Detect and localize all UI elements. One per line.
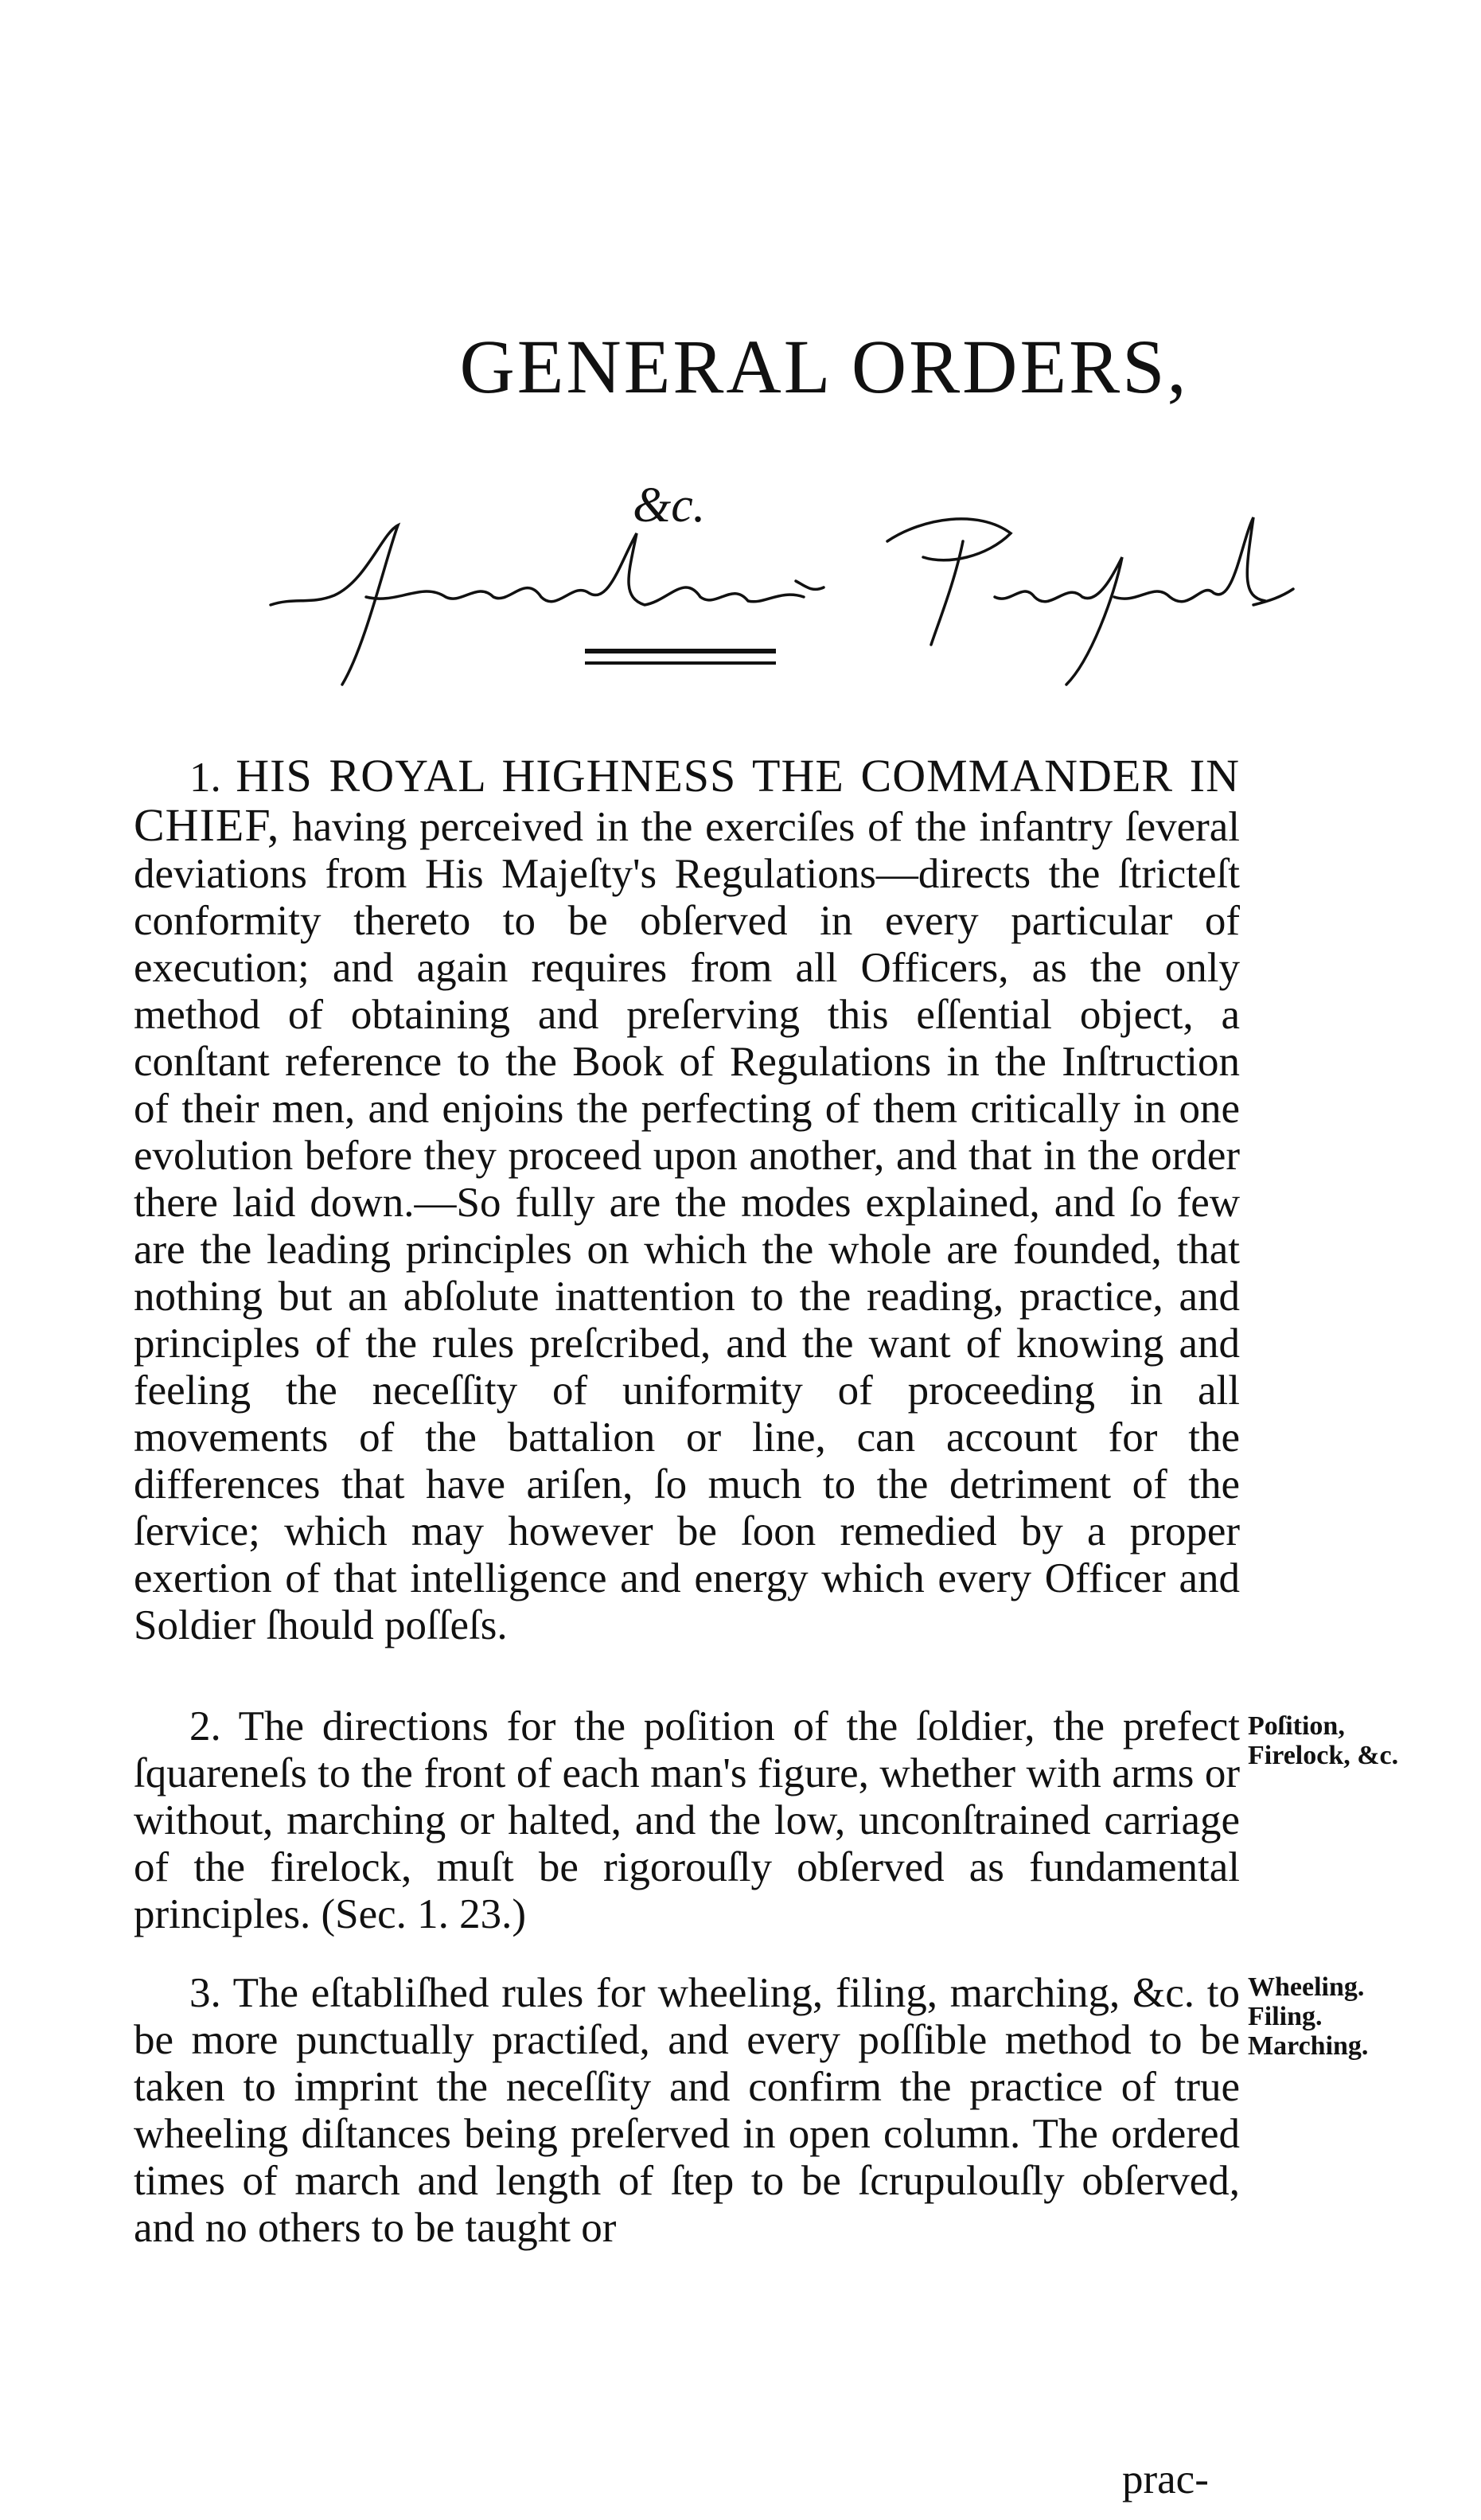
paragraph-text: The directions for the poſition of the ſoldier, the prefect ſquareneſs to the front of each man's figure, whether with arms or without, marching or halted, and the low, unconſtrained carriage of the firelock, muſt be rigorouſly obſerved as fundamental principles. (Sec. 1. 23.) <box>134 1703 1240 1937</box>
paragraph-text: The eſtabliſhed rules for wheeling, filing, marching, &c. to be more punctually practiſed, and every poſſible method to be taken to imprint the neceſſity and confirm the practice of true wheeling diſtances being preſerved in open column. The ordered times of march and length of ſtep to be ſcrupulouſly obſerved, and no others to be taught or <box>134 1970 1240 2251</box>
paragraph-2 <box>134 1703 1240 1938</box>
margin-note-wheeling: Wheeling. Filing. Marching. <box>1248 1972 1369 2061</box>
paragraph-3 <box>134 1970 1240 2252</box>
page-title: GENERAL ORDERS, <box>459 324 1189 409</box>
title-rule <box>585 649 776 665</box>
paragraph-text: having perceived in the exerciſes of the infantry ſeveral deviations from His Majeſty's Regulations—directs the ſtricteſt conformity thereto to be obſerved in every particular of execution; and again requires from all Officers, as the only method of obtaining and preſerving this eſſential object, a conſtant reference to the Book of Regulations in the Inſtruction of their men, and enjoins the perfecting of them critically in one evolution before they proceed upon another, and that in the order there laid down.—So fully are the modes explained, and ſo few are the leading principles on which the whole are founded, that nothing but an abſolute inattention to the reading, practice, and principles of the rules preſcribed, and the want of knowing and feeling the neceſſity of uniformity of proceeding in all movements of the battalion or line, can account for the differences that have ariſen, ſo much to the detriment of the ſervice; which may however be ſoon remedied by a proper exertion of that intelligence and energy which every Officer and Soldier ſhould poſſeſs. <box>134 804 1241 1648</box>
paragraph-1 <box>134 752 1240 1649</box>
paragraph-number: 1. <box>189 755 221 801</box>
margin-note-position: Poſition, Firelock, &c. <box>1248 1711 1399 1770</box>
paragraph-number: 3. <box>189 1970 221 2016</box>
catchword: prac- <box>1122 2456 1209 2502</box>
paragraph-lead: HIS ROYAL HIGHNESS THE COMMANDER IN CHIEF, <box>134 750 1241 851</box>
paragraph-number: 2. <box>189 1703 221 1750</box>
etc-mark: &c. <box>633 478 706 532</box>
